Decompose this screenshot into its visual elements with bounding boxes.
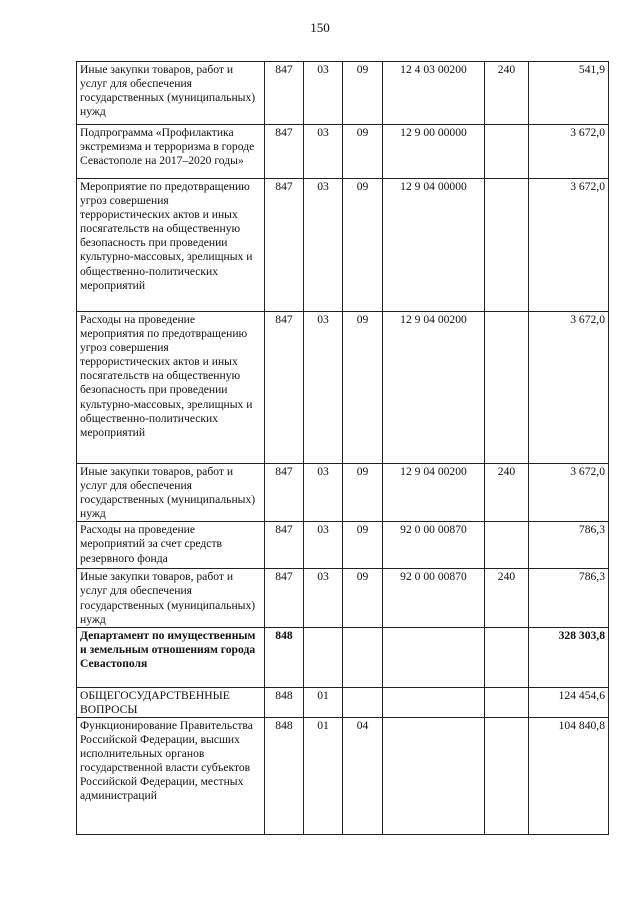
row-expense-type-cell: 240 [485,62,529,125]
table-row [77,717,609,834]
row-grbs-cell: 847 [265,464,304,522]
row-target-article-cell: 92 0 00 00870 [383,569,485,627]
row-section-cell: 03 [304,179,343,312]
row-amount-cell: 541,9 [529,62,609,125]
row-expense-type-cell [485,522,529,569]
row-expense-type-cell [485,312,529,464]
row-subsection-cell: 09 [343,125,383,179]
row-target-article-cell: 12 9 04 00000 [383,179,485,312]
row-grbs-cell: 847 [265,62,304,125]
row-section-cell: 03 [304,522,343,569]
row-subsection-cell: 09 [343,569,383,627]
row-name-cell: Иные закупки товаров, работ и услуг для обеспечения государственных (муниципальных) нужд [77,464,265,522]
row-section-cell: 03 [304,62,343,125]
page-number: 150 [310,20,330,35]
row-target-article-cell [383,717,485,834]
row-name-cell: Иные закупки товаров, работ и услуг для обеспечения государственных (муниципальных) нужд [77,569,265,627]
table-row [77,627,609,687]
row-target-article-cell [383,627,485,687]
row-grbs-cell: 847 [265,569,304,627]
row-subsection-cell: 04 [343,717,383,834]
row-subsection-cell: 09 [343,312,383,464]
row-amount-cell: 3 672,0 [529,125,609,179]
row-target-article-cell: 12 9 00 00000 [383,125,485,179]
row-amount-cell: 124 454,6 [529,687,609,717]
row-section-cell: 01 [304,717,343,834]
row-section-cell: 03 [304,569,343,627]
row-subsection-cell: 09 [343,522,383,569]
row-section-cell: 03 [304,312,343,464]
row-section-cell [304,627,343,687]
row-name-cell: ОБЩЕГОСУДАРСТВЕННЫЕ ВОПРОСЫ [77,687,265,717]
row-name-cell: Расходы на проведение мероприятий за счет средств резервного фонда [77,522,265,569]
table-row [77,464,609,522]
row-amount-cell: 3 672,0 [529,179,609,312]
row-subsection-cell [343,627,383,687]
table-row [77,179,609,312]
row-target-article-cell: 12 9 04 00200 [383,464,485,522]
row-grbs-cell: 847 [265,179,304,312]
row-amount-cell: 786,3 [529,522,609,569]
row-amount-cell: 104 840,8 [529,717,609,834]
row-name-cell: Функционирование Правительства Российской Федерации, высших исполнительных органов государственной власти субъектов Российской Федерации, местных администраций [77,717,265,834]
row-target-article-cell: 12 4 03 00200 [383,62,485,125]
row-grbs-cell: 847 [265,125,304,179]
row-expense-type-cell [485,717,529,834]
row-grbs-cell: 847 [265,312,304,464]
row-expense-type-cell: 240 [485,464,529,522]
row-section-cell: 03 [304,464,343,522]
row-name-cell: Расходы на проведение мероприятия по предотвращению угроз совершения террористических актов и иных посягательств на общественную безопасность при проведении культурно-массовых, зрелищных и общественно-политических мероприятий [77,312,265,464]
row-grbs-cell: 848 [265,627,304,687]
row-name-cell: Подпрограмма «Профилактика экстремизма и терроризма в городе Севастополе на 2017–2020 годы» [77,125,265,179]
row-amount-cell: 786,3 [529,569,609,627]
row-expense-type-cell [485,179,529,312]
row-expense-type-cell [485,627,529,687]
row-name-cell: Мероприятие по предотвращению угроз совершения террористических актов и иных посягательств на общественную безопасность при проведении культурно-массовых, зрелищных и общественно-политических мероприятий [77,179,265,312]
row-name-cell: Департамент по имущественным и земельным отношениям города Севастополя [77,627,265,687]
row-subsection-cell: 09 [343,464,383,522]
row-grbs-cell: 847 [265,522,304,569]
row-subsection-cell [343,687,383,717]
row-expense-type-cell: 240 [485,569,529,627]
table-row [77,125,609,179]
row-subsection-cell: 09 [343,62,383,125]
table-row [77,569,609,627]
row-grbs-cell: 848 [265,687,304,717]
table-row [77,522,609,569]
table-row [77,62,609,125]
row-section-cell: 01 [304,687,343,717]
table-row [77,687,609,717]
row-target-article-cell: 12 9 04 00200 [383,312,485,464]
row-target-article-cell: 92 0 00 00870 [383,522,485,569]
table-row [77,312,609,464]
row-amount-cell: 3 672,0 [529,312,609,464]
row-amount-cell: 3 672,0 [529,464,609,522]
row-expense-type-cell [485,687,529,717]
row-target-article-cell [383,687,485,717]
row-expense-type-cell [485,125,529,179]
row-subsection-cell: 09 [343,179,383,312]
table-body [77,62,609,835]
budget-table [76,61,609,835]
row-name-cell: Иные закупки товаров, работ и услуг для обеспечения государственных (муниципальных) нужд [77,62,265,125]
row-section-cell: 03 [304,125,343,179]
row-amount-cell: 328 303,8 [529,627,609,687]
row-grbs-cell: 848 [265,717,304,834]
